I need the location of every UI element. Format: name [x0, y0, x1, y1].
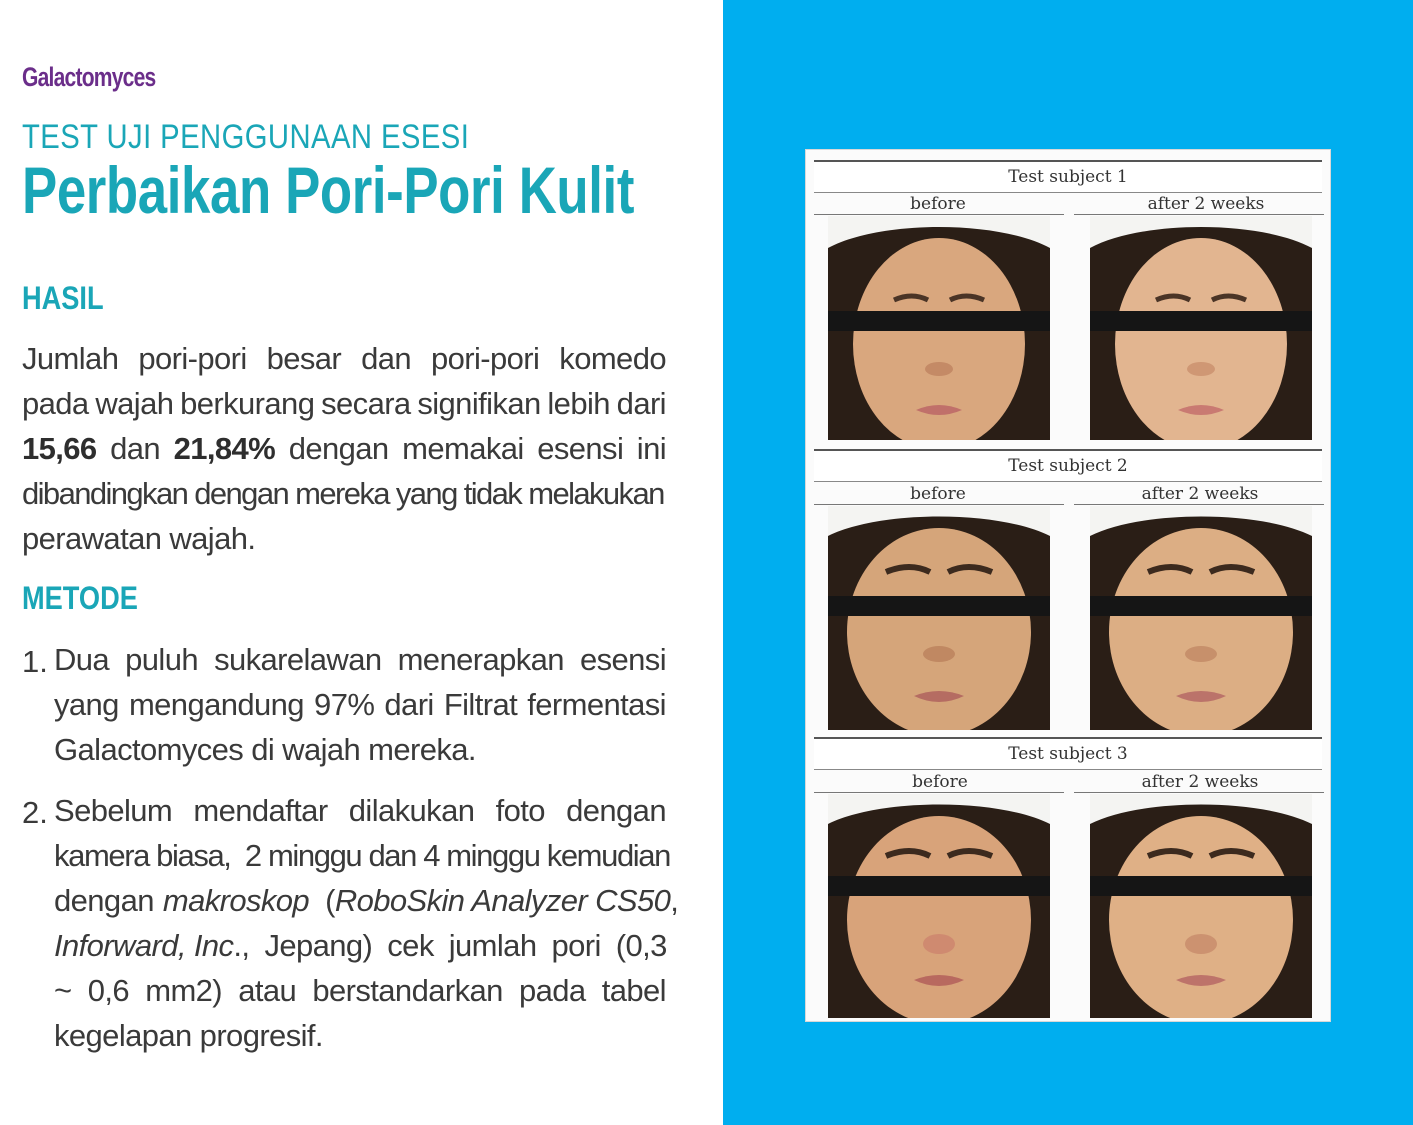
page-subtitle: TEST UJI PENGGUNAAN ESESI	[22, 118, 470, 156]
subject-3-after-caption: after 2 weeks	[1141, 772, 1259, 792]
hasil-line-1: Jumlah pori-pori besar dan pori-pori komedo	[22, 341, 666, 376]
subject-2-before-caption: before	[910, 484, 966, 504]
list-number-1: 1.	[22, 644, 48, 679]
hasil-line-4: dibandingkan dengan mereka yang tidak melakukan	[22, 476, 664, 511]
subject-3-before-photo	[828, 794, 1050, 1018]
brand-label: Galactomyces	[22, 62, 156, 92]
metode-item-1	[54, 637, 666, 772]
hasil-line-3: 15,66 dan 21,84% dengan memakai esensi ini	[22, 426, 666, 471]
subject-1-after-caption: after 2 weeks	[1147, 194, 1265, 214]
hasil-line-2: pada wajah berkurang secara signifikan lebih dari	[22, 386, 666, 421]
value-comedo: 21,84%	[173, 431, 276, 466]
before-after-figure	[805, 149, 1331, 1022]
item1-line-2: yang mengandung 97% dari Filtrat fermentasi	[54, 687, 666, 722]
subject-1-before-photo	[828, 216, 1050, 440]
subject-2-after-photo	[1090, 506, 1312, 730]
subject-3-label: Test subject 3	[814, 737, 1322, 770]
hasil-line-5: perawatan wajah.	[22, 521, 256, 556]
hasil-paragraph	[22, 336, 666, 561]
subject-2-after-caption: after 2 weeks	[1141, 484, 1259, 504]
hasil-heading: HASIL	[22, 280, 104, 316]
subject-1-before-caption: before	[910, 194, 966, 214]
value-pores: 15,66	[22, 431, 97, 466]
subject-1-after-photo	[1090, 216, 1312, 440]
list-number-2: 2.	[22, 795, 48, 830]
subject-3-after-photo	[1090, 794, 1312, 1018]
item2-line-5: ~ 0,6 mm2) atau berstandarkan pada tabel	[54, 973, 666, 1008]
subject-2-label: Test subject 2	[814, 449, 1322, 482]
subject-3-before-caption: before	[912, 772, 968, 792]
item2-line-4: Inforward, Inc ., Jepang) cek jumlah pori (0,3	[54, 928, 667, 963]
subject-2-before-photo	[828, 506, 1050, 730]
metode-heading: METODE	[22, 580, 138, 616]
item2-line-6: kegelapan progresif.	[54, 1018, 323, 1053]
item1-line-3: Galactomyces di wajah mereka.	[54, 732, 476, 767]
item2-line-1: Sebelum mendaftar dilakukan foto dengan	[54, 793, 666, 828]
item1-line-1: Dua puluh sukarelawan menerapkan esensi	[54, 642, 666, 677]
subject-1-label: Test subject 1	[814, 160, 1322, 193]
item2-line-2: kamera biasa, 2 minggu dan 4 minggu kemudian	[54, 838, 670, 873]
metode-item-2	[54, 788, 679, 1058]
item2-line-3: dengan makroskop ( RoboSkin Analyzer CS50 ,	[54, 883, 679, 918]
page-title: Perbaikan Pori-Pori Kulit	[22, 153, 634, 227]
